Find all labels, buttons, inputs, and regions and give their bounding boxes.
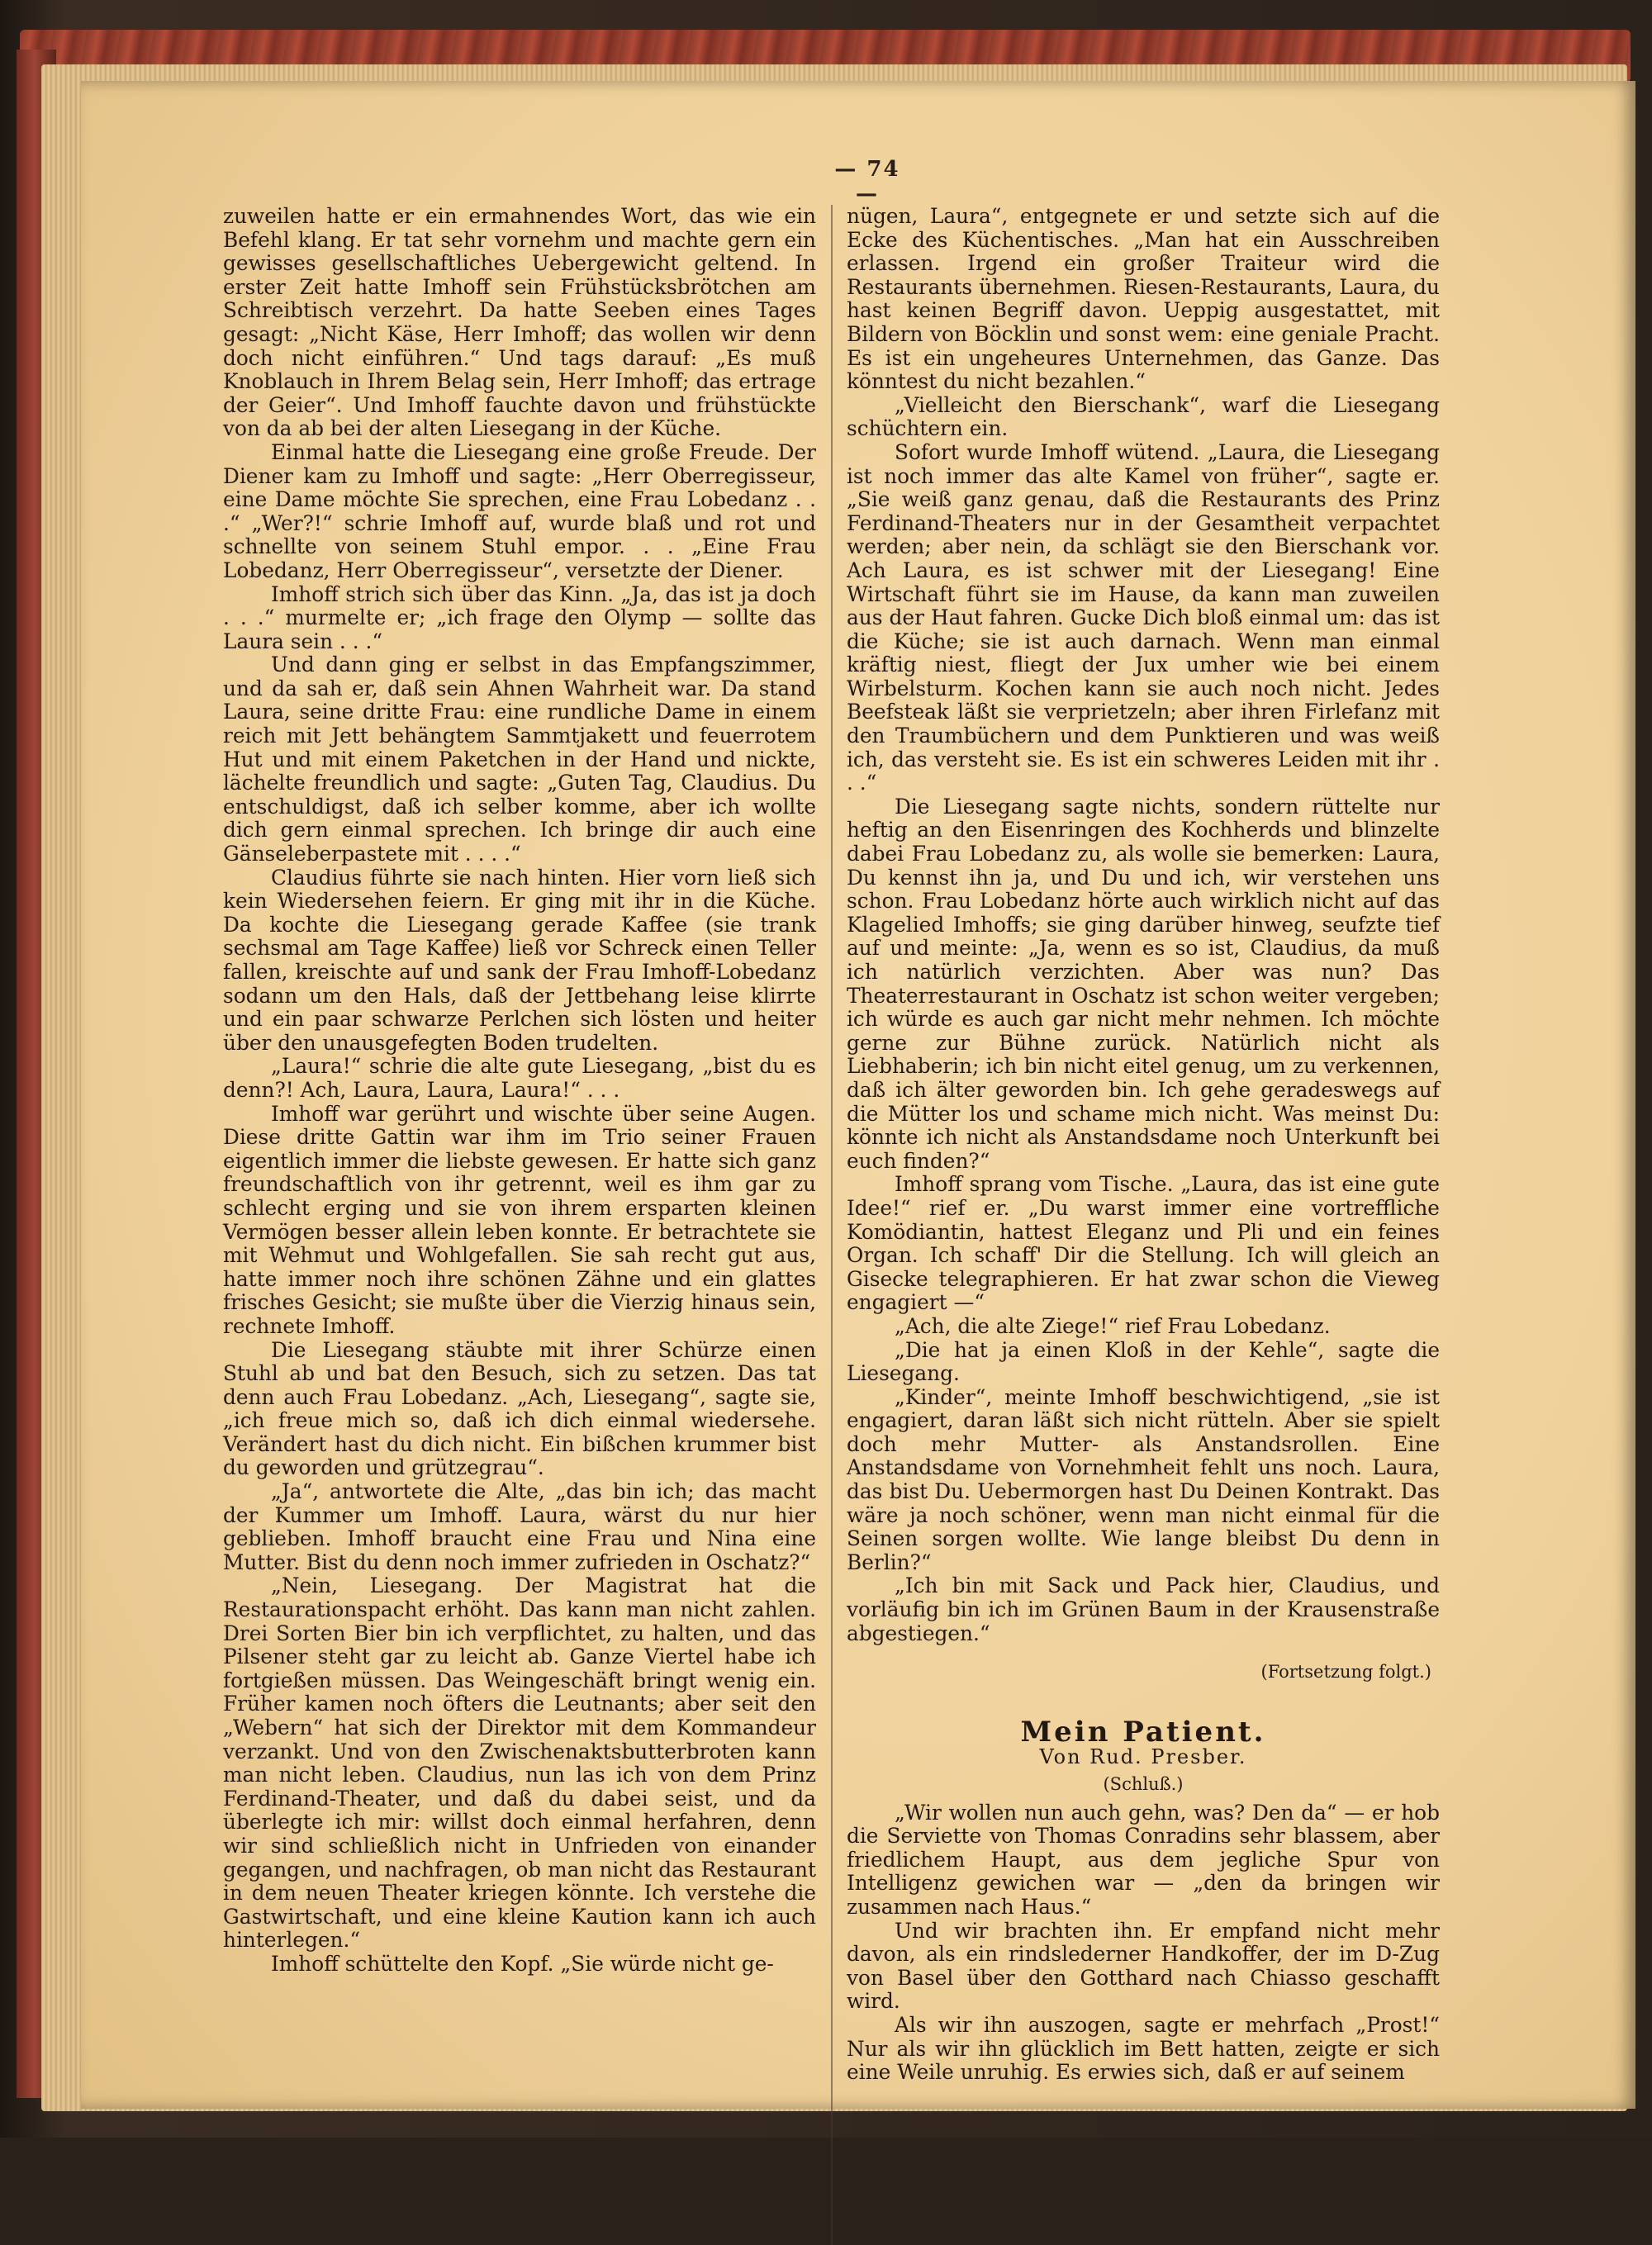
paragraph: „Ja“, antwortete die Alte, „das bin ich; das macht der Kummer um Imhoff. Laura, wärst du nur hier geblieben. Imhoff braucht eine Frau und Nina eine Mutter. Bist du denn noch immer zufrieden in Oschatz?“: [223, 1479, 816, 1574]
paragraph: Imhoff sprang vom Tische. „Laura, das ist eine gute Idee!“ rief er. „Du warst immer eine vortreffliche Komödiantin, hattest Eleganz und Pli und ein feines Organ. Ich schaff' Dir die Stellung. Ich will gleich an Gisecke telegraphieren. Er hat zwar schon die Vieweg engagiert —“: [847, 1172, 1440, 1315]
paragraph: zuweilen hatte er ein ermahnendes Wort, das wie ein Befehl klang. Er tat sehr vornehm und machte gern ein gewisses gesellschaftliches Uebergewicht geltend. In erster Zeit hatte Imhoff sein Frühstücksbrötchen am Schreibtisch verzehrt. Da hatte Seeben eines Tages gesagt: „Nicht Käse, Herr Imhoff; das wollen wir denn doch nicht einführen.“ Und tags darauf: „Es muß Knoblauch in Ihrem Belag sein, Herr Imhoff; das ertrage der Geier“. Und Imhoff fauchte davon und frühstückte von da ab bei der alten Liesegang in der Küche.: [223, 204, 816, 441]
paragraph: „Ich bin mit Sack und Pack hier, Claudius, und vorläufig bin ich im Grünen Baum in der Krausenstraße abgestiegen.“: [847, 1573, 1440, 1645]
paragraph: Als wir ihn auszogen, sagte er mehrfach „Prost!“ Nur als wir ihn glücklich im Bett hatten, zeigte er sich eine Weile unruhig. Es erwies sich, daß er auf seinem: [847, 2012, 1440, 2085]
paragraph: Imhoff strich sich über das Kinn. „Ja, das ist ja doch . . .“ murmelte er; „ich frage den Olymp — sollte das Laura sein . . .“: [223, 581, 816, 653]
paragraph: „Nein, Liesegang. Der Magistrat hat die Restaurationspacht erhöht. Das kann man nicht zahlen. Drei Sorten Bier bin ich verpflichtet, zu halten, und das Pilsener steht gar zu leicht ab. Ganze Viertel habe ich fortgießen müssen. Das Weingeschäft bringt wenig ein. Früher kamen noch öfters die Leutnants; aber seit den „Webern“ hat sich der Direktor mit dem Kommandeur verzankt. Und von den Zwischenaktsbutterbroten kann man nicht leben. Claudius, nun las ich von dem Prinz Ferdinand-Theater, und daß du dabei seist, und da überlegte ich mir: willst doch einmal herfahren, denn wir sind schließlich nicht in Unfrieden von einander gegangen, und nachfragen, ob man nicht das Restaurant in dem neuen Theater kriegen könnte. Ich verstehe die Gastwirtschaft, und eine kleine Kaution kann ich auch hinterlegen.“: [223, 1573, 816, 1953]
right-column: [847, 205, 1440, 2085]
paragraph: „Wir wollen nun auch gehn, was? Den da“ — er hob die Serviette von Thomas Conradins sehr blassem, aber friedlichem Haupt, aus dem jegliche Spur von Intelligenz gewichen war — „den da bringen wir zusammen nach Haus.“: [847, 1800, 1440, 1919]
paragraph: Und dann ging er selbst in das Empfangszimmer, und da sah er, daß sein Ahnen Wahrheit war. Da stand Laura, seine dritte Frau: eine rundliche Dame in einem reich mit Jett behängtem Sammtjakett und feuerrotem Hut und mit einem Paketchen in der Hand und nickte, lächelte freundlich und sagte: „Guten Tag, Claudius. Du entschuldigst, daß ich selber komme, aber ich wollte dich gern einmal sprechen. Ich bringe dir auch eine Gänseleberpastete mit . . . .“: [223, 653, 816, 866]
paragraph: „Vielleicht den Bierschank“, warf die Liesegang schüchtern ein.: [847, 392, 1440, 441]
paragraph: Imhoff war gerührt und wischte über seine Augen. Diese dritte Gattin war ihm im Trio seiner Frauen eigentlich immer die liebste gewesen. Er hatte sich ganz freundschaftlich von ihr getrennt, weil es ihm gar zu schlecht erging und sie von ihrem ersparten kleinen Vermögen besser allein leben konnte. Er betrachtete sie mit Wehmut und Wohlgefallen. Sie sah recht gut aus, hatte immer noch ihre schönen Zähne und ein glattes frisches Gesicht; sie mußte über die Vierzig hinaus sein, rechnete Imhoff.: [223, 1101, 816, 1338]
article-note: (Schluß.): [1103, 1774, 1184, 1794]
paragraph: „Die hat ja einen Kloß in der Kehle“, sagte die Liesegang.: [847, 1337, 1440, 1386]
column-divider: [831, 205, 833, 2245]
article-author: Von Rud. Presber.: [1039, 1745, 1247, 1769]
page-number: — 74 —: [834, 157, 900, 206]
paragraph: „Kinder“, meinte Imhoff beschwichtigend, „sie ist engagiert, daran läßt sich nicht rütteln. Aber sie spielt doch mehr Mutter- als Anstandsrollen. Eine Anstandsdame von Vornehmheit fehlt uns noch. Laura, das bist Du. Uebermorgen hast Du Deinen Kontrakt. Das wäre ja noch schöner, wenn man nicht einmal für die Seinen sorgen wollte. Wie lange bleibst Du denn in Berlin?“: [847, 1384, 1440, 1574]
paragraph: Und wir brachten ihn. Er empfand nicht mehr davon, als ein rindslederner Handkoffer, der im D-Zug von Basel über den Gotthard nach Chiasso geschafft wird.: [847, 1918, 1440, 2014]
paragraph: Einmal hatte die Liesegang eine große Freude. Der Diener kam zu Imhoff und sagte: „Herr Oberregisseur, eine Dame möchte Sie sprechen, eine Frau Lobedanz . . .“ „Wer?!“ schrie Imhoff auf, wurde blaß und rot und schnellte von seinem Stuhl empor. . . „Eine Frau Lobedanz, Herr Oberregisseur“, versetzte der Diener.: [223, 439, 816, 582]
paragraph: Claudius führte sie nach hinten. Hier vorn ließ sich kein Wiedersehen feiern. Er ging mit ihr in die Küche. Da kochte die Liesegang gerade Kaffee (sie trank sechsmal am Tage Kaffee) ließ vor Schreck einen Teller fallen, kreischte auf und sank der Frau Imhoff-Lobedanz sodann um den Hals, daß der Jettbehang leise klirrte und ein paar schwarze Perlchen sich lösten und heiter über den unausgefegten Boden trudelten.: [223, 865, 816, 1055]
paragraph: Sofort wurde Imhoff wütend. „Laura, die Liesegang ist noch immer das alte Kamel von früher“, sagte er. „Sie weiß ganz genau, daß die Restaurants des Prinz Ferdinand-Theaters nur in der Gesamtheit verpachtet werden; aber nein, da schlägt sie den Bierschank vor. Ach Laura, es ist schwer mit der Liesegang! Eine Wirtschaft führt sie im Hause, da kann man zuweilen aus der Haut fahren. Gucke Dich bloß einmal um: das ist die Küche; sie ist auch darnach. Wenn man einmal kräftig niest, fliegt der Jux umher wie bei einem Wirbelsturm. Kochen kann sie auch noch nicht. Jedes Beefsteak läßt sie verprietzeln; aber ihren Firlefanz mit den Traumbüchern und dem Punktieren und was weiß ich, das versteht sie. Es ist ein schweres Leiden mit ihr . . .“: [847, 439, 1440, 795]
paragraph: nügen, Laura“, entgegnete er und setzte sich auf die Ecke des Küchentisches. „Man hat ein Ausschreiben erlassen. Irgend ein großer Traiteur wird die Restaurants übernehmen. Riesen-Restaurants, Laura, du hast keinen Begriff davon. Ueppig ausgestattet, mit Bildern von Böcklin und sonst wem: eine geniale Pracht. Es ist ein ungeheures Unternehmen, das Ganze. Das könntest du nicht bezahlen.“: [847, 204, 1440, 394]
paragraph: Die Liesegang stäubte mit ihrer Schürze einen Stuhl ab und bat den Besuch, sich zu setzen. Das tat denn auch Frau Lobedanz. „Ach, Liesegang“, sagte sie, „ich freue mich so, daß ich dich einmal wiedersehe. Verändert hast du dich nicht. Ein bißchen krummer bist du geworden und grützegrau“.: [223, 1337, 816, 1480]
paragraph: „Ach, die alte Ziege!“ rief Frau Lobedanz.: [895, 1313, 1331, 1338]
paragraph: Die Liesegang sagte nichts, sondern rüttelte nur heftig an den Eisenringen des Kochherds und blinzelte dabei Frau Lobedanz zu, als wolle sie bemerken: Laura, Du kennst ihn ja, und Du und ich, wir verstehen uns schon. Frau Lobedanz hörte auch wirklich nicht auf das Klagelied Imhoffs; sie ging darüber hinweg, seufzte tief auf und meinte: „Ja, wenn es so ist, Claudius, da muß ich natürlich verzichten. Aber was nun? Das Theaterrestaurant in Oschatz ist schon weiter vergeben; ich würde es auch gar nicht mehr nehmen. Ich möchte gerne zur Bühne zurück. Natürlich nicht als Liebhaberin; ich bin nicht eitel genug, um zu verkennen, daß ich älter geworden bin. Ich gehe geradeswegs auf die Mütter los und schame mich nicht. Was meinst Du: könnte ich nicht als Anstandsdame noch Unterkunft bei euch finden?“: [847, 794, 1440, 1173]
continuation-note: (Fortsetzung folgt.): [1260, 1662, 1431, 1683]
paragraph: Imhoff schüttelte den Kopf. „Sie würde nicht ge-: [271, 1951, 774, 1976]
article-title: Mein Patient.: [1020, 1715, 1266, 1749]
left-column: [223, 205, 816, 1977]
paragraph: „Laura!“ schrie die alte gute Liesegang, „bist du es denn?! Ach, Laura, Laura, Laura!“ . . .: [223, 1054, 816, 1102]
